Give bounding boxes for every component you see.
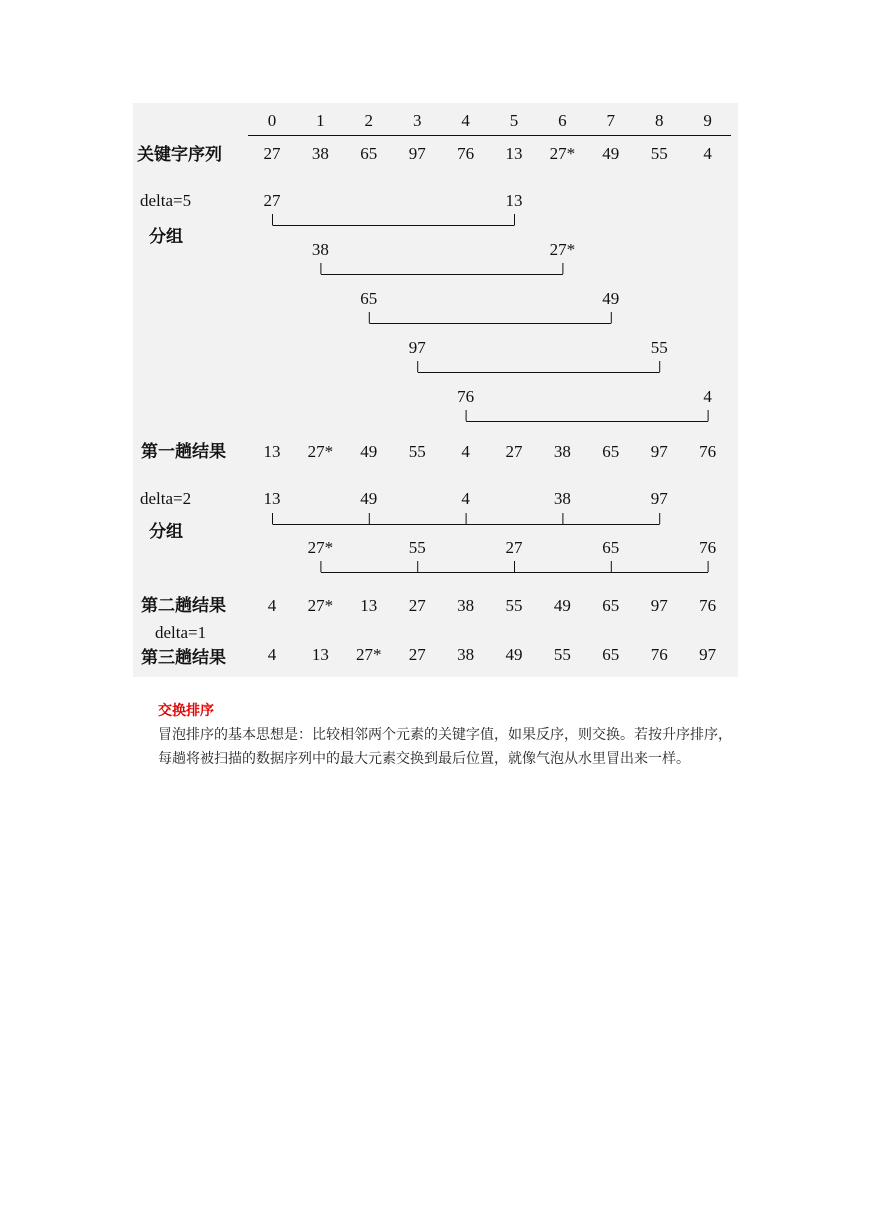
keys-row-label: 关键字序列 bbox=[137, 145, 222, 165]
index-cell: 0 bbox=[267, 111, 277, 130]
pair-right-value: 13 bbox=[505, 191, 523, 210]
pass1-delta-label: delta=5 bbox=[140, 191, 192, 210]
group-a-value: 4 bbox=[461, 489, 470, 508]
pass3-result-label: 第三趟结果 bbox=[141, 648, 226, 668]
pass1-result-label: 第一趟结果 bbox=[141, 442, 226, 462]
key-cell: 97 bbox=[408, 144, 426, 163]
group-b-value: 27* bbox=[307, 538, 334, 557]
group-b-value: 55 bbox=[408, 538, 426, 557]
key-cell: 27* bbox=[549, 144, 576, 163]
pass2-result-cell: 76 bbox=[699, 596, 717, 615]
group-a-value: 13 bbox=[263, 489, 281, 508]
pass1-result-cell: 13 bbox=[263, 442, 281, 461]
pair-right-value: 27* bbox=[549, 240, 576, 259]
key-cell: 27 bbox=[263, 144, 281, 163]
pass1-result-cell: 27 bbox=[505, 442, 523, 461]
key-cell: 49 bbox=[602, 144, 620, 163]
pair-left-value: 97 bbox=[408, 338, 426, 357]
keys-row bbox=[264, 144, 713, 163]
index-cell: 7 bbox=[606, 111, 616, 130]
pass3-result-cell: 27* bbox=[356, 645, 382, 664]
pair-left-value: 76 bbox=[457, 387, 475, 406]
pass1-result-cell: 76 bbox=[699, 442, 717, 461]
pass1-result-cell: 55 bbox=[408, 442, 426, 461]
index-cell: 1 bbox=[316, 111, 325, 130]
pass2-result-cell: 27* bbox=[307, 596, 334, 615]
pair-left-value: 27 bbox=[263, 191, 281, 210]
pair-right-value: 55 bbox=[650, 338, 668, 357]
group-a-value: 97 bbox=[650, 489, 668, 508]
pass2-result-cell: 4 bbox=[267, 596, 277, 615]
pass1-result-cell: 97 bbox=[650, 442, 668, 461]
key-cell: 65 bbox=[360, 144, 378, 163]
index-cell: 2 bbox=[364, 111, 374, 130]
key-cell: 13 bbox=[505, 144, 523, 163]
pass3-result-cell: 38 bbox=[457, 645, 475, 664]
pass2-result-cell: 38 bbox=[457, 596, 475, 615]
pass3-result-cell: 55 bbox=[553, 645, 571, 664]
group-b-value: 27 bbox=[505, 538, 523, 557]
pass2-groups bbox=[264, 489, 717, 573]
key-cell: 38 bbox=[311, 144, 329, 163]
pass3-result-cell: 49 bbox=[505, 645, 523, 664]
pass3-result-cell: 97 bbox=[699, 645, 717, 664]
pass3-delta-label: delta=1 bbox=[155, 623, 207, 642]
pair-right-value: 4 bbox=[703, 387, 712, 406]
pass2-result-label: 第二趟结果 bbox=[141, 596, 226, 616]
exchange-sort-section bbox=[158, 700, 743, 771]
pair-left-value: 38 bbox=[311, 240, 329, 259]
pass2-group-label: 分组 bbox=[149, 522, 183, 542]
index-row bbox=[268, 111, 712, 130]
index-cell: 5 bbox=[509, 111, 519, 130]
pass1-result-cell: 38 bbox=[553, 442, 571, 461]
pass1-result-cell: 65 bbox=[602, 442, 620, 461]
pass2-result-cell: 49 bbox=[553, 596, 571, 615]
section-paragraph: 冒泡排序的基本思想是：比较相邻两个元素的关键字值，如果反序，则交换。若按升序排序，每趟将被扫描的数据序列中的最大元素交换到最后位置，就像气泡从水里冒出来一样。 bbox=[158, 727, 732, 767]
index-cell: 8 bbox=[654, 111, 664, 130]
pass2-result-row bbox=[268, 596, 716, 615]
section-heading: 交换排序 bbox=[158, 703, 214, 719]
pass2-result-cell: 13 bbox=[360, 596, 378, 615]
pair-right-value: 49 bbox=[602, 289, 620, 308]
group-a-value: 38 bbox=[553, 489, 571, 508]
key-cell: 4 bbox=[703, 144, 712, 163]
pass3-result-cell: 13 bbox=[311, 645, 329, 664]
pass1-group-label: 分组 bbox=[149, 227, 183, 247]
pass2-result-cell: 97 bbox=[650, 596, 668, 615]
key-cell: 55 bbox=[650, 144, 668, 163]
group-b-value: 76 bbox=[699, 538, 717, 557]
key-cell: 76 bbox=[457, 144, 475, 163]
pass3-result-cell: 76 bbox=[650, 645, 668, 664]
pass2-result-cell: 27 bbox=[408, 596, 426, 615]
index-cell: 3 bbox=[412, 111, 422, 130]
index-cell: 9 bbox=[703, 111, 712, 130]
index-cell: 6 bbox=[558, 111, 567, 130]
index-cell: 4 bbox=[461, 111, 470, 130]
pass2-result-cell: 65 bbox=[602, 596, 620, 615]
pass1-result-row bbox=[264, 442, 717, 461]
pass3-result-cell: 27 bbox=[408, 645, 426, 664]
pass1-result-cell: 4 bbox=[461, 442, 470, 461]
pair-left-value: 65 bbox=[360, 289, 378, 308]
group-a-value: 49 bbox=[360, 489, 378, 508]
pass3-result-cell: 4 bbox=[267, 645, 277, 664]
pass2-result-cell: 55 bbox=[505, 596, 523, 615]
pass1-result-cell: 49 bbox=[360, 442, 378, 461]
pass1-result-cell: 27* bbox=[307, 442, 334, 461]
pass3-result-row bbox=[268, 645, 717, 664]
pass1-groups bbox=[264, 191, 713, 422]
group-b-value: 65 bbox=[602, 538, 620, 557]
pass3-result-cell: 65 bbox=[602, 645, 620, 664]
pass2-delta-label: delta=2 bbox=[140, 489, 192, 508]
